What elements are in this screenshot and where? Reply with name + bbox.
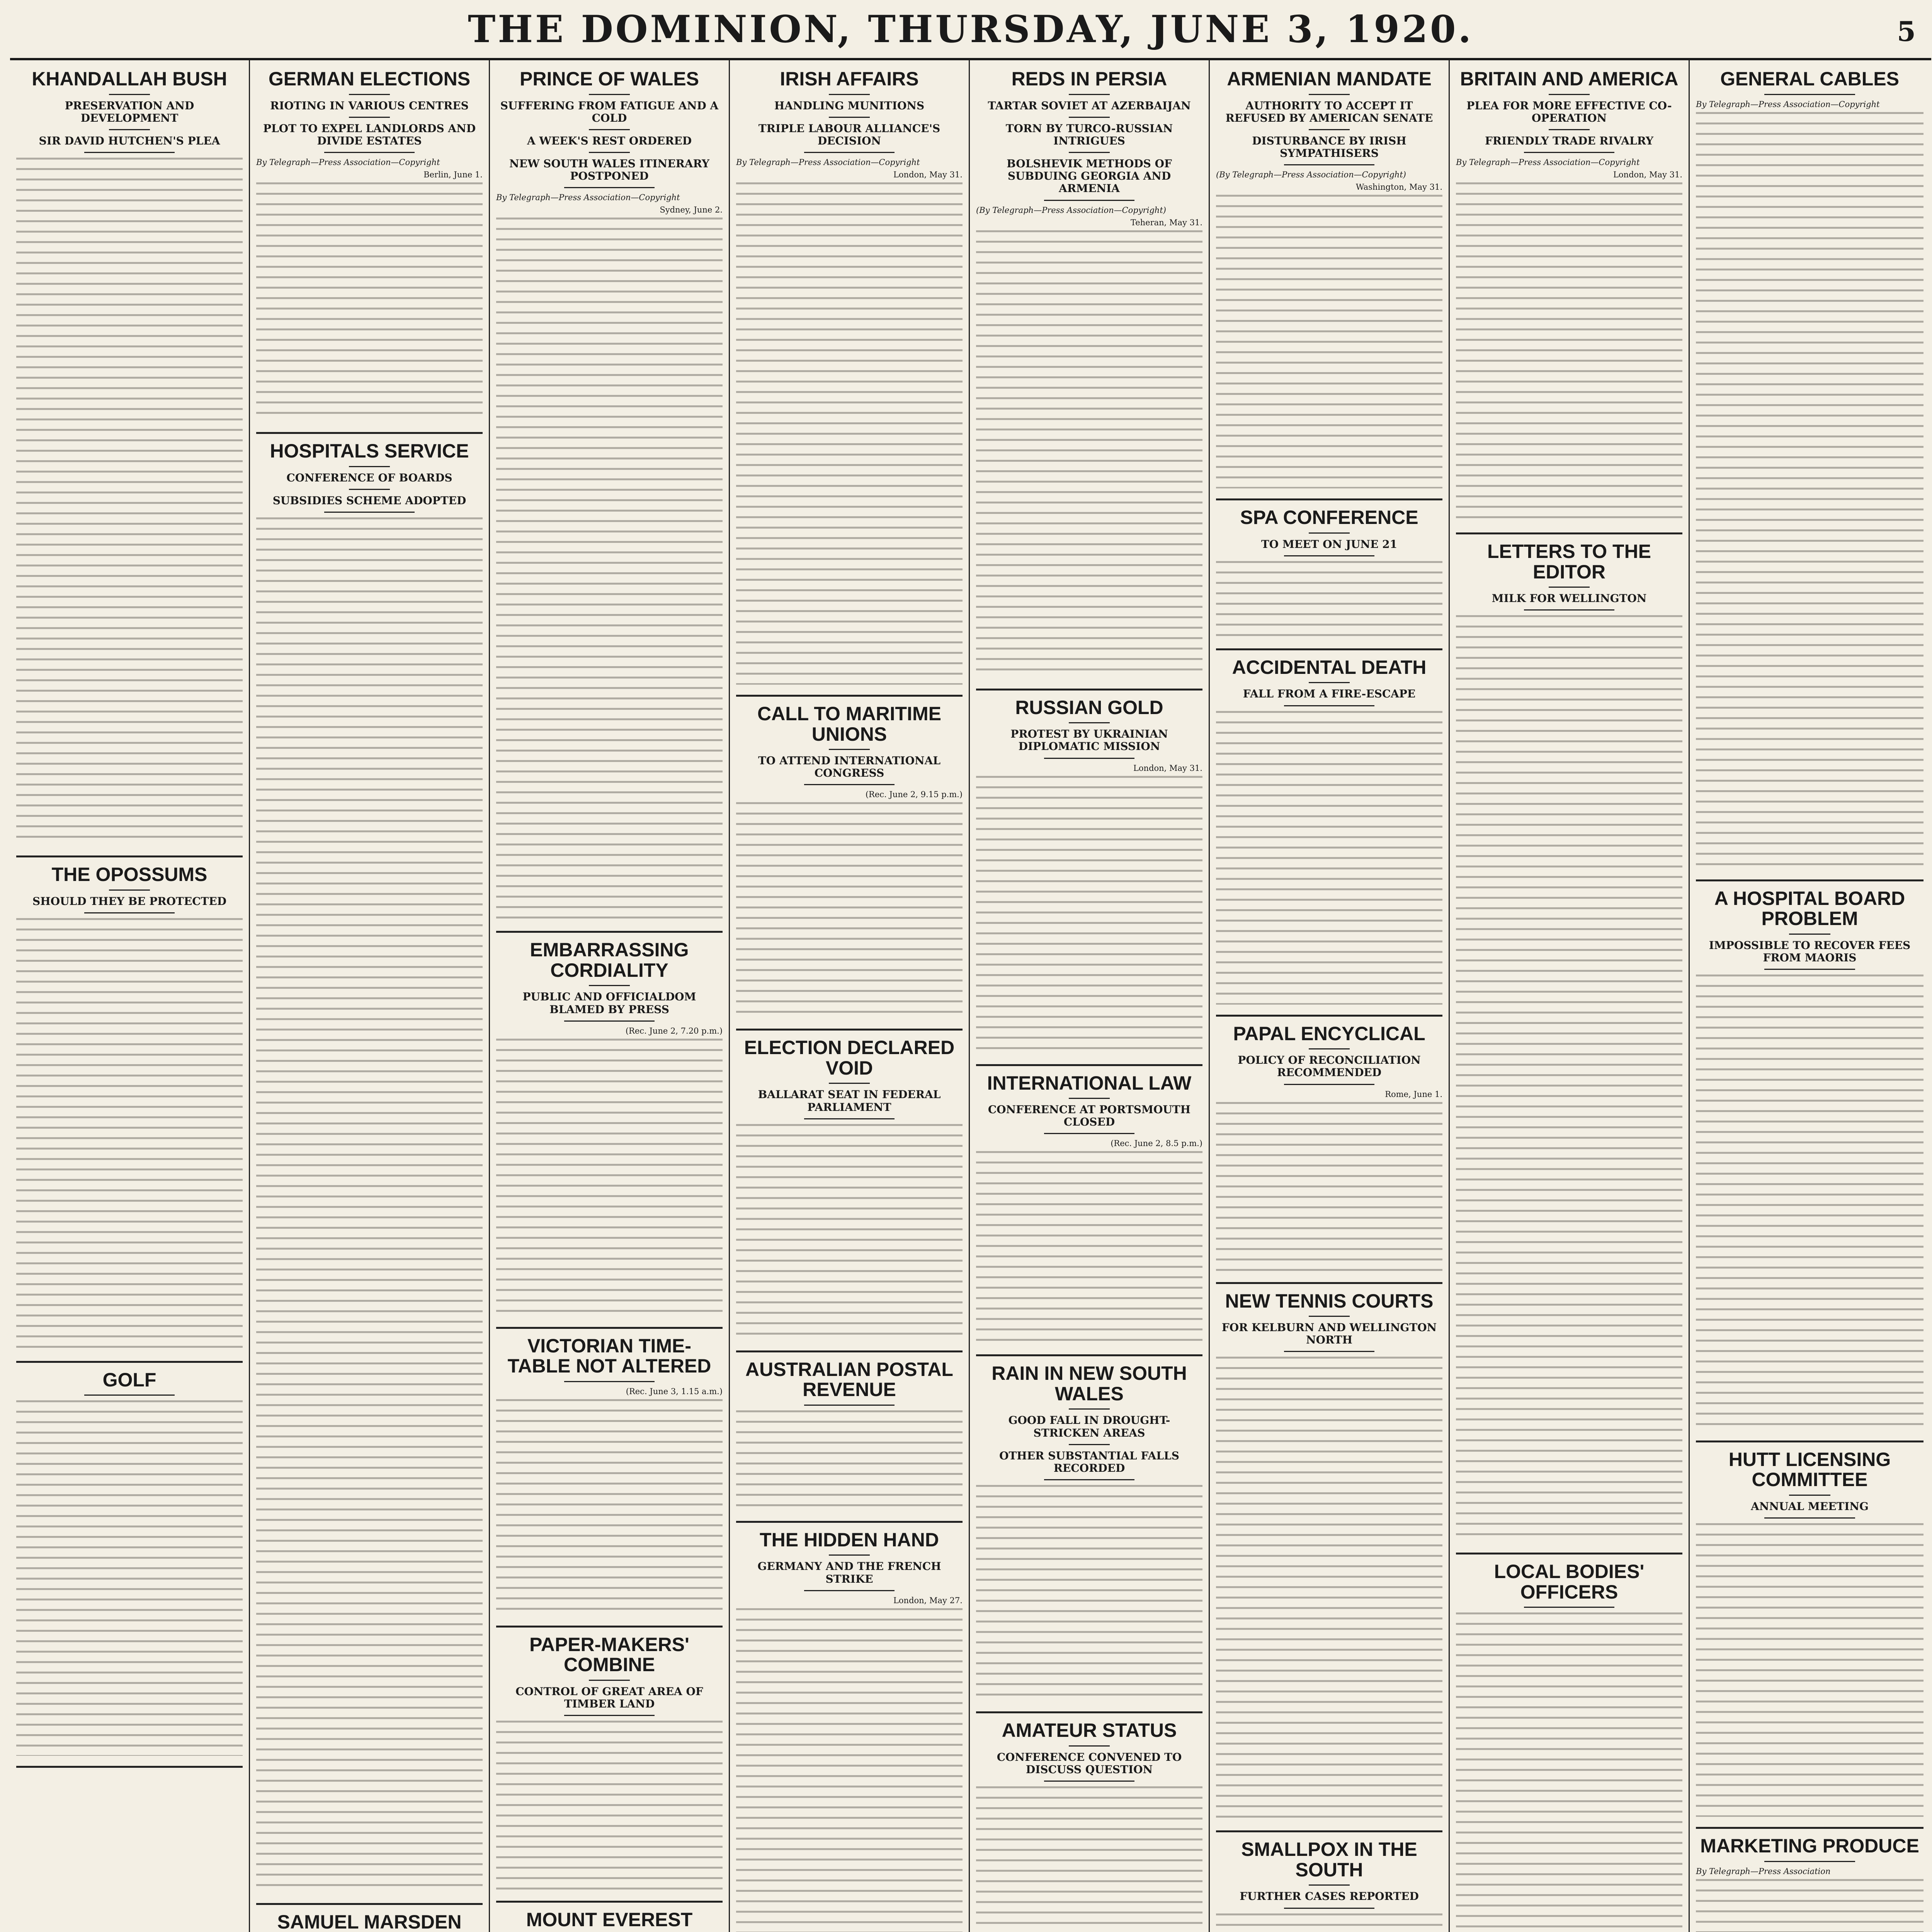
article bbox=[1696, 1836, 1923, 1932]
headline: MOUNT EVEREST bbox=[526, 1909, 693, 1931]
article bbox=[496, 940, 723, 1316]
headline: GOLF bbox=[102, 1369, 156, 1391]
dateline: London, May 31. bbox=[893, 170, 963, 180]
article-body bbox=[256, 182, 483, 422]
headline: AMATEUR STATUS bbox=[1002, 1719, 1177, 1742]
masthead bbox=[10, 0, 1931, 60]
headline-rule bbox=[1284, 1084, 1374, 1085]
article-body bbox=[976, 230, 1202, 679]
article-separator bbox=[1216, 1015, 1442, 1017]
column-5 bbox=[970, 60, 1210, 1932]
article-body bbox=[256, 517, 483, 1893]
subheadline: CONFERENCE CONVENED TO DISCUSS QUESTION bbox=[997, 1750, 1182, 1776]
article-separator bbox=[1216, 648, 1442, 650]
headline-rule bbox=[564, 1715, 655, 1716]
dateline: Berlin, June 1. bbox=[423, 170, 483, 180]
headline-divider bbox=[1789, 934, 1830, 935]
headline-rule bbox=[804, 152, 895, 153]
article bbox=[1696, 1449, 1923, 1817]
article bbox=[16, 69, 243, 845]
article-body bbox=[496, 218, 723, 921]
subheadline: SHOULD THEY BE PROTECTED bbox=[32, 895, 226, 908]
article bbox=[496, 1910, 723, 1932]
headline-divider bbox=[589, 1680, 629, 1681]
article bbox=[1456, 541, 1682, 1543]
headline-divider bbox=[589, 129, 629, 130]
article-separator bbox=[976, 1711, 1202, 1713]
subheadline: BALLARAT SEAT IN FEDERAL PARLIAMENT bbox=[758, 1088, 941, 1114]
headline-divider bbox=[1069, 1444, 1109, 1445]
article-separator bbox=[496, 931, 723, 933]
dateline: London, May 31. bbox=[1133, 763, 1202, 773]
article-separator bbox=[1696, 1440, 1923, 1442]
masthead-title: THE DOMINION, THURSDAY, JUNE 3, 1920. bbox=[468, 7, 1474, 51]
article bbox=[1696, 69, 1923, 869]
headline-rule bbox=[804, 1118, 895, 1119]
article bbox=[1216, 69, 1442, 488]
headline-rule bbox=[1284, 705, 1374, 706]
headline: THE OPOSSUMS bbox=[51, 864, 207, 886]
headline-divider bbox=[829, 94, 869, 95]
headline-rule bbox=[1524, 1607, 1614, 1608]
headline-rule bbox=[84, 1395, 175, 1396]
article-body bbox=[1216, 1913, 1442, 1932]
article-body bbox=[976, 1485, 1202, 1701]
headline-divider bbox=[1069, 722, 1109, 723]
headline-divider bbox=[1549, 587, 1589, 588]
article-body bbox=[16, 918, 243, 1351]
article bbox=[1216, 507, 1442, 638]
article-body bbox=[1216, 1102, 1442, 1272]
headline-rule bbox=[1284, 164, 1374, 165]
headline-divider bbox=[1069, 94, 1109, 95]
headline-divider bbox=[1309, 1884, 1349, 1886]
article bbox=[976, 697, 1202, 1054]
headline-divider bbox=[589, 985, 629, 986]
article-separator bbox=[976, 1354, 1202, 1356]
article-body bbox=[16, 158, 243, 845]
page-number: 5 bbox=[1897, 15, 1916, 48]
article-body bbox=[1216, 561, 1442, 638]
article-separator bbox=[1216, 1282, 1442, 1284]
headline: REDS IN PERSIA bbox=[1011, 68, 1167, 90]
article-body bbox=[496, 1399, 723, 1616]
article-body bbox=[1456, 1612, 1682, 1932]
subheadline: ANNUAL MEETING bbox=[1751, 1500, 1869, 1513]
byline: By Telegraph—Press Association—Copyright bbox=[1696, 99, 1880, 109]
subheadline: PROTEST BY UKRAINIAN DIPLOMATIC MISSION bbox=[1010, 728, 1168, 753]
headline-divider bbox=[349, 489, 389, 490]
headline-divider bbox=[1069, 1408, 1109, 1410]
column-1 bbox=[10, 60, 250, 1932]
subheadline: PRESERVATION AND DEVELOPMENT bbox=[65, 99, 194, 124]
headline: AUSTRALIAN POSTAL REVENUE bbox=[745, 1358, 953, 1401]
headline: SPA CONFERENCE bbox=[1240, 507, 1418, 529]
article bbox=[496, 1336, 723, 1616]
headline-rule bbox=[84, 912, 175, 913]
headline: EMBARRASSING CORDIALITY bbox=[530, 939, 689, 981]
article bbox=[256, 1912, 483, 1932]
article bbox=[736, 704, 963, 1019]
headline-rule bbox=[1284, 1351, 1374, 1352]
article-body bbox=[496, 1721, 723, 1891]
headline-divider bbox=[349, 94, 389, 95]
headline: BRITAIN AND AMERICA bbox=[1460, 68, 1679, 90]
article-separator bbox=[256, 1903, 483, 1905]
subheadline: TARTAR SOVIET AT AZERBAIJAN bbox=[988, 99, 1191, 112]
subheadline: TORN BY TURCO-RUSSIAN INTRIGUES bbox=[1005, 122, 1173, 147]
article-separator bbox=[496, 1626, 723, 1628]
headline: LOCAL BODIES' OFFICERS bbox=[1494, 1561, 1645, 1603]
headline: THE HIDDEN HAND bbox=[760, 1529, 939, 1551]
subheadline: TRIPLE LABOUR ALLIANCE'S DECISION bbox=[758, 122, 940, 147]
subheadline: CONTROL OF GREAT AREA OF TIMBER LAND bbox=[515, 1685, 703, 1710]
subheadline: TO MEET ON JUNE 21 bbox=[1261, 537, 1398, 551]
headline: INTERNATIONAL LAW bbox=[987, 1072, 1192, 1094]
dateline: London, May 31. bbox=[1613, 170, 1682, 180]
article-body bbox=[1696, 975, 1923, 1430]
headline-rule bbox=[1764, 1861, 1855, 1862]
article-body bbox=[1696, 1523, 1923, 1817]
article-separator bbox=[736, 1029, 963, 1031]
subheadline: TO ATTEND INTERNATIONAL CONGRESS bbox=[758, 754, 941, 780]
article bbox=[976, 1363, 1202, 1701]
headline: LETTERS TO THE EDITOR bbox=[1487, 541, 1651, 583]
byline: By Telegraph—Press Association—Copyright bbox=[256, 158, 440, 167]
headline: SAMUEL MARSDEN bbox=[277, 1911, 462, 1932]
article bbox=[976, 1073, 1202, 1345]
dateline: (Rec. June 2, 9.15 p.m.) bbox=[865, 790, 963, 799]
headline-rule bbox=[1044, 1479, 1134, 1480]
headline: GENERAL CABLES bbox=[1720, 68, 1899, 90]
headline-divider bbox=[1309, 94, 1349, 95]
article-body bbox=[1456, 182, 1682, 522]
headline: GERMAN ELECTIONS bbox=[268, 68, 471, 90]
headline-rule bbox=[1044, 1133, 1134, 1134]
byline: (By Telegraph—Press Association—Copyright) bbox=[1216, 170, 1406, 180]
headline-divider bbox=[829, 1083, 869, 1084]
subheadline: HANDLING MUNITIONS bbox=[774, 99, 925, 112]
headline: PAPAL ENCYCLICAL bbox=[1233, 1022, 1425, 1044]
article bbox=[736, 1530, 963, 1932]
headline-rule bbox=[324, 512, 415, 513]
subheadline: MILK FOR WELLINGTON bbox=[1492, 592, 1647, 605]
headline-divider bbox=[109, 889, 150, 891]
article-body bbox=[1696, 112, 1923, 869]
article bbox=[16, 1370, 243, 1756]
headline-divider bbox=[1069, 1098, 1109, 1099]
article-separator bbox=[256, 432, 483, 434]
headline-divider bbox=[1069, 117, 1109, 118]
headline-rule bbox=[1044, 758, 1134, 759]
article-body bbox=[496, 1039, 723, 1317]
article bbox=[1456, 1561, 1682, 1932]
column-4 bbox=[730, 60, 970, 1932]
subheadline: CONFERENCE OF BOARDS bbox=[286, 471, 452, 484]
article-body bbox=[736, 802, 963, 1019]
subheadline: GERMANY AND THE FRENCH STRIKE bbox=[757, 1560, 941, 1585]
headline-rule bbox=[804, 784, 895, 785]
article bbox=[16, 864, 243, 1351]
column-3 bbox=[490, 60, 730, 1932]
headline-divider bbox=[1309, 1048, 1349, 1049]
article-separator bbox=[16, 1361, 243, 1363]
article-separator bbox=[1696, 1827, 1923, 1829]
headline-rule bbox=[1284, 1908, 1374, 1909]
article-separator bbox=[1456, 1553, 1682, 1554]
article bbox=[1696, 888, 1923, 1430]
headline: A HOSPITAL BOARD PROBLEM bbox=[1714, 887, 1905, 929]
headline-divider bbox=[349, 466, 389, 467]
headline-divider bbox=[1309, 682, 1349, 683]
subheadline: FALL FROM A FIRE-ESCAPE bbox=[1243, 687, 1416, 701]
article bbox=[496, 69, 723, 921]
article-separator bbox=[16, 855, 243, 857]
article-separator bbox=[1216, 498, 1442, 500]
article-separator bbox=[736, 1521, 963, 1523]
headline: PAPER-MAKERS' COMBINE bbox=[529, 1633, 689, 1676]
headline-rule bbox=[1524, 152, 1614, 153]
headline-divider bbox=[1309, 129, 1349, 130]
column-7 bbox=[1450, 60, 1690, 1932]
dateline: (Rec. June 2, 8.5 p.m.) bbox=[1111, 1139, 1202, 1148]
headline-divider bbox=[1549, 94, 1589, 95]
headline: RUSSIAN GOLD bbox=[1015, 696, 1163, 718]
article bbox=[1216, 1839, 1442, 1932]
article-body bbox=[976, 776, 1202, 1054]
article bbox=[256, 441, 483, 1893]
dateline: Sydney, June 2. bbox=[660, 205, 723, 215]
headline-rule bbox=[564, 1020, 655, 1022]
headline-rule bbox=[1044, 200, 1134, 201]
article bbox=[496, 1634, 723, 1891]
article-body bbox=[1216, 195, 1442, 488]
subheadline: BOLSHEVIK METHODS OF SUBDUING GEORGIA AND ARMENIA bbox=[1007, 157, 1172, 195]
headline-rule bbox=[1044, 1781, 1134, 1782]
headline: NEW TENNIS COURTS bbox=[1225, 1290, 1434, 1312]
subheadline: FOR KELBURN AND WELLINGTON NORTH bbox=[1221, 1321, 1437, 1347]
headline: IRISH AFFAIRS bbox=[780, 68, 919, 90]
subheadline: FRIENDLY TRADE RIVALRY bbox=[1485, 134, 1654, 147]
subheadline: FURTHER CASES REPORTED bbox=[1240, 1890, 1419, 1903]
subheadline: PUBLIC AND OFFICIALDOM BLAMED BY PRESS bbox=[522, 990, 696, 1016]
headline-divider bbox=[589, 94, 629, 95]
subheadline: PLOT TO EXPEL LANDLORDS AND DIVIDE ESTATES bbox=[263, 122, 476, 147]
headline-divider bbox=[109, 94, 150, 95]
article-body bbox=[1216, 1357, 1442, 1820]
article-separator bbox=[1216, 1830, 1442, 1832]
subheadline: SUFFERING FROM FATIGUE AND A COLD bbox=[500, 99, 719, 124]
headline-divider bbox=[829, 749, 869, 750]
byline: By Telegraph—Press Association—Copyright bbox=[1456, 158, 1640, 167]
headline-divider bbox=[589, 152, 629, 153]
headline-rule bbox=[324, 152, 415, 153]
headline-rule bbox=[804, 1590, 895, 1591]
dateline: (Rec. June 3, 1.15 a.m.) bbox=[626, 1386, 723, 1396]
headline-divider bbox=[1789, 1495, 1830, 1496]
subheadline: CONFERENCE AT PORTSMOUTH CLOSED bbox=[988, 1103, 1191, 1129]
headline: VICTORIAN TIME-TABLE NOT ALTERED bbox=[507, 1335, 711, 1377]
article bbox=[976, 69, 1202, 679]
column-6 bbox=[1210, 60, 1450, 1932]
article bbox=[736, 1037, 963, 1340]
headline-divider bbox=[1309, 532, 1349, 534]
subheadline: NEW SOUTH WALES ITINERARY POSTPONED bbox=[509, 157, 709, 183]
article-body bbox=[1456, 615, 1682, 1543]
subheadline: RIOTING IN VARIOUS CENTRES bbox=[270, 99, 469, 112]
subheadline: POLICY OF RECONCILIATION RECOMMENDED bbox=[1238, 1054, 1421, 1079]
headline-divider bbox=[1549, 129, 1589, 130]
article-separator bbox=[736, 1350, 963, 1352]
article-body bbox=[976, 1151, 1202, 1344]
article-body bbox=[736, 1608, 963, 1932]
article-separator bbox=[976, 689, 1202, 690]
headline-divider bbox=[1069, 1745, 1109, 1747]
article bbox=[256, 69, 483, 422]
article-body bbox=[1216, 711, 1442, 1005]
article bbox=[736, 69, 963, 685]
headline-divider bbox=[109, 129, 150, 130]
headline-divider bbox=[829, 1554, 869, 1556]
subheadline: DISTURBANCE BY IRISH SYMPATHISERS bbox=[1252, 134, 1406, 160]
article-body bbox=[736, 1124, 963, 1340]
article-separator bbox=[16, 1766, 243, 1768]
article bbox=[976, 1720, 1202, 1932]
article bbox=[736, 1359, 963, 1511]
dateline: London, May 27. bbox=[893, 1595, 963, 1605]
article-separator bbox=[976, 1064, 1202, 1066]
byline: (By Telegraph—Press Association—Copyright) bbox=[976, 205, 1166, 215]
columns bbox=[10, 60, 1931, 1932]
headline: SMALLPOX IN THE SOUTH bbox=[1241, 1838, 1417, 1881]
dateline: (Rec. June 2, 7.20 p.m.) bbox=[625, 1026, 723, 1036]
dateline: Washington, May 31. bbox=[1355, 182, 1442, 192]
headline-rule bbox=[1764, 969, 1855, 970]
headline: MARKETING PRODUCE bbox=[1700, 1835, 1919, 1857]
headline: CALL TO MARITIME UNIONS bbox=[757, 703, 941, 745]
article bbox=[1216, 1024, 1442, 1272]
headline-rule bbox=[1764, 94, 1855, 95]
headline-rule bbox=[564, 1381, 655, 1382]
byline: By Telegraph—Press Association—Copyright bbox=[496, 193, 680, 202]
subheadline: IMPOSSIBLE TO RECOVER FEES FROM MAORIS bbox=[1709, 939, 1911, 964]
subheadline: SUBSIDIES SCHEME ADOPTED bbox=[272, 494, 466, 507]
article-separator bbox=[1696, 879, 1923, 881]
article-separator bbox=[1456, 532, 1682, 534]
article-body bbox=[736, 182, 963, 685]
headline: PRINCE OF WALES bbox=[520, 68, 699, 90]
headline: HOSPITALS SERVICE bbox=[270, 440, 469, 462]
headline-rule bbox=[1524, 609, 1614, 611]
headline: ARMENIAN MANDATE bbox=[1227, 68, 1432, 90]
subheadline: A WEEK'S REST ORDERED bbox=[527, 134, 692, 147]
subheadline: OTHER SUBSTANTIAL FALLS RECORDED bbox=[999, 1449, 1179, 1475]
article bbox=[1216, 1291, 1442, 1821]
subheadline: GOOD FALL IN DROUGHT-STRICKEN AREAS bbox=[1008, 1414, 1170, 1439]
article-separator bbox=[496, 1327, 723, 1329]
dateline: Rome, June 1. bbox=[1385, 1089, 1442, 1099]
article-body bbox=[736, 1410, 963, 1511]
subheadline: SIR DAVID HUTCHEN'S PLEA bbox=[39, 134, 220, 147]
headline: HUTT LICENSING COMMITTEE bbox=[1728, 1448, 1891, 1491]
headline-rule bbox=[564, 187, 655, 188]
byline: By Telegraph—Press Association bbox=[1696, 1866, 1831, 1876]
column-8 bbox=[1690, 60, 1930, 1932]
headline: RAIN IN NEW SOUTH WALES bbox=[992, 1362, 1187, 1405]
headline-rule bbox=[84, 152, 175, 153]
article-body bbox=[1696, 1879, 1923, 1932]
headline: KHANDALLAH BUSH bbox=[32, 68, 227, 90]
headline-divider bbox=[349, 117, 389, 118]
article bbox=[1456, 69, 1682, 522]
article bbox=[1216, 657, 1442, 1005]
byline: By Telegraph—Press Association—Copyright bbox=[736, 158, 920, 167]
headline-divider bbox=[829, 117, 869, 118]
column-2 bbox=[250, 60, 490, 1932]
headline-divider bbox=[1069, 152, 1109, 153]
article-separator bbox=[736, 695, 963, 697]
article-separator bbox=[496, 1901, 723, 1903]
headline-divider bbox=[1309, 1316, 1349, 1317]
headline-rule bbox=[804, 1405, 895, 1406]
headline-rule bbox=[1284, 555, 1374, 556]
headline: ELECTION DECLARED VOID bbox=[744, 1037, 955, 1079]
subheadline: PLEA FOR MORE EFFECTIVE CO-OPERATION bbox=[1466, 99, 1672, 124]
headline: ACCIDENTAL DEATH bbox=[1232, 656, 1427, 678]
dateline: Teheran, May 31. bbox=[1130, 218, 1202, 227]
subheadline: AUTHORITY TO ACCEPT IT REFUSED BY AMERICAN SENATE bbox=[1225, 99, 1433, 124]
article-body bbox=[16, 1400, 243, 1756]
headline-rule bbox=[1764, 1517, 1855, 1519]
article-body bbox=[976, 1786, 1202, 1932]
